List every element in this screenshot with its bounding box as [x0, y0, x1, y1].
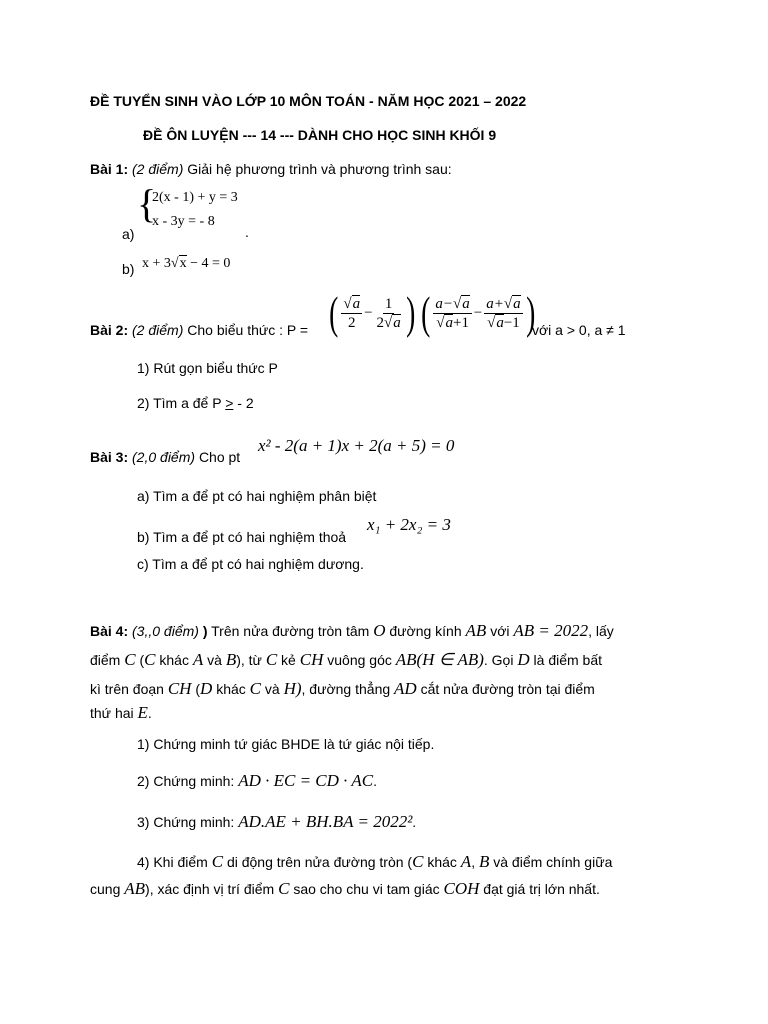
- math-C: C: [124, 650, 136, 669]
- text-segment: (: [139, 652, 145, 668]
- bai2-q2: [137, 395, 254, 411]
- bai4-line4: [90, 703, 152, 723]
- text-segment: .: [147, 705, 152, 721]
- paren-close-1: ): [405, 287, 416, 338]
- bai4-q4-line2: [90, 879, 600, 899]
- math-A: A: [460, 852, 472, 871]
- bai4-q2: [137, 771, 377, 791]
- text-segment: .: [373, 773, 377, 789]
- text-segment: thứ hai: [90, 705, 134, 721]
- bai2-expression: [326, 286, 538, 340]
- bai3-points: (2,0 điểm): [132, 449, 196, 465]
- bai4-q1: 1) Chứng minh tứ giác BHDE là tứ giác nội tiếp.: [137, 736, 435, 752]
- text-segment: ), xác định vị trí điểm: [145, 881, 275, 897]
- text-segment: điểm: [90, 652, 121, 668]
- bai3-qc: c) Tìm a để pt có hai nghiệm dương.: [137, 556, 364, 572]
- text-segment: ,: [471, 854, 476, 870]
- math-AD: AD: [394, 679, 417, 698]
- bai2-label: Bài 2:: [90, 322, 129, 338]
- bai1-points: (2 điểm): [132, 161, 184, 177]
- frac-1-over-2sqrt-a: $\frac{1}{2√a}$: [376, 295, 401, 331]
- bai2-text: Cho biểu thức : P =: [187, 322, 309, 338]
- bai1-b-eq-pre: x + 3: [142, 256, 171, 271]
- math-E: E: [137, 703, 148, 722]
- text-segment: di động trên nửa đường tròn (: [226, 854, 413, 870]
- text-segment: đạt giá trị lớn nhất.: [483, 881, 600, 897]
- math-C: C: [265, 650, 278, 669]
- bai1-b-eq-radicand: x: [179, 256, 187, 271]
- bai4-q4-line1: [137, 852, 612, 872]
- frac-a-plus: $\frac{a+√a}{√a-1}$: [486, 295, 521, 331]
- bai3-text: Cho pt: [198, 449, 241, 465]
- text-segment: khác: [216, 681, 246, 697]
- text-segment: , lấy: [588, 623, 614, 639]
- bai1-b-label: b): [122, 261, 135, 277]
- bai2-q1: 1) Rút gọn biểu thức P: [137, 360, 278, 376]
- math-CH: CH: [299, 650, 324, 669]
- paren-open-2: (: [421, 287, 431, 338]
- math-D: D: [200, 679, 213, 698]
- bai1-b-eq-post: − 4 = 0: [186, 256, 231, 271]
- text-segment: với: [490, 623, 510, 639]
- bai2-q2-ge: >: [225, 395, 234, 411]
- bai4-line3: [90, 679, 595, 699]
- bai3-heading: [90, 449, 240, 465]
- system-brace: {: [137, 181, 157, 226]
- math-A: A: [192, 650, 204, 669]
- text-segment: 2) Chứng minh:: [137, 773, 235, 789]
- math-AB: AB: [124, 879, 146, 898]
- bai2-heading: [90, 322, 308, 338]
- bai4-q3: [137, 812, 416, 832]
- text-segment: cắt nửa đường tròn tại điểm: [420, 681, 595, 697]
- bai2-condition: với a > 0, a ≠ 1: [532, 322, 626, 338]
- math-B: B: [225, 650, 237, 669]
- text-segment: khác: [427, 854, 457, 870]
- text-segment: sao cho chu vi tam giác: [293, 881, 440, 897]
- text-segment: đường kính: [389, 623, 462, 639]
- text-segment: kẻ: [281, 652, 296, 668]
- paren-close-2: ): [525, 287, 535, 338]
- bai4-paren: ): [202, 623, 208, 639]
- math-AB-H: AB(H ∈ AB): [395, 650, 484, 669]
- document-subtitle: ĐỀ ÔN LUYỆN --- 14 --- DÀNH CHO HỌC SINH KHỐI 9: [143, 127, 497, 143]
- math-C: C: [412, 852, 424, 871]
- bai4-line2: [90, 650, 602, 670]
- text-segment: ), từ: [236, 652, 262, 668]
- document-title: ĐỀ TUYỂN SINH VÀO LỚP 10 MÔN TOÁN - NĂM HỌC 2021 – 2022: [90, 93, 527, 109]
- math-B: B: [478, 852, 490, 871]
- math-D: D: [517, 650, 530, 669]
- sqrt-sign: √: [170, 256, 179, 271]
- text-segment: (: [195, 681, 201, 697]
- text-segment: vuông góc: [327, 652, 392, 668]
- math-CH: CH: [167, 679, 192, 698]
- bai2-points: (2 điểm): [132, 322, 184, 338]
- bai2-q2-pre: 2) Tìm a để P: [137, 395, 226, 411]
- text-segment: và: [207, 652, 222, 668]
- text-segment: là điểm bất: [533, 652, 603, 668]
- bai3-label: Bài 3:: [90, 449, 129, 465]
- text-segment: cung: [90, 881, 121, 897]
- bai1-text: Giải hệ phương trình và phương trình sau:: [187, 161, 452, 177]
- bai1-label: Bài 1:: [90, 161, 129, 177]
- text-segment: Trên nửa đường tròn tâm: [211, 623, 370, 639]
- math-O: O: [373, 621, 386, 640]
- minus-sign-2: −: [473, 304, 483, 321]
- system-eq2: x - 3y = - 8: [152, 214, 215, 229]
- text-segment: khác: [159, 652, 189, 668]
- bai1-a-tail: .: [245, 224, 249, 240]
- text-segment: , đường thẳng: [301, 681, 391, 697]
- bai3-qb: b) Tìm a để pt có hai nghiệm thoả: [137, 529, 347, 545]
- bai4-points: (3,,0 điểm): [132, 623, 199, 639]
- minus-sign: −: [364, 304, 373, 321]
- paren-open-1: (: [329, 287, 339, 338]
- bai1-b-equation: [142, 256, 230, 272]
- text-segment: kì trên đoạn: [90, 681, 164, 697]
- bai3-qa: a) Tìm a để pt có hai nghiệm phân biệt: [137, 488, 377, 504]
- math-C: C: [211, 852, 224, 871]
- math-AB-2022: AB = 2022: [513, 621, 589, 640]
- frac-sqrt-a-over-2: $\frac{√a}{2}$: [343, 295, 361, 331]
- math-H: H): [283, 679, 302, 698]
- text-segment: 3) Chứng minh:: [137, 814, 235, 830]
- math-C: C: [144, 650, 156, 669]
- math-q2-eq: AD · EC = CD · AC: [238, 771, 374, 790]
- bai1-a-label: a): [122, 226, 135, 242]
- bai2-q2-post: - 2: [233, 395, 254, 411]
- text-segment: 4) Khi điểm: [137, 854, 208, 870]
- bai4-line1: [90, 621, 614, 641]
- bai3-qb-equation: x₁ + 2x₂ = 3: [367, 515, 451, 534]
- text-segment: và: [264, 681, 280, 697]
- math-q3-eq: AD.AE + BH.BA = 2022²: [238, 812, 413, 831]
- text-segment: . Gọi: [483, 652, 514, 668]
- text-segment: .: [412, 814, 417, 830]
- bai3-equation: x² - 2(a + 1)x + 2(a + 5) = 0: [258, 436, 455, 455]
- math-C: C: [249, 679, 261, 698]
- text-segment: và điểm chính giữa: [493, 854, 613, 870]
- math-C: C: [278, 879, 290, 898]
- bai1-heading: [90, 161, 452, 177]
- bai4-label: Bài 4:: [90, 623, 129, 639]
- math-COH: COH: [443, 879, 480, 898]
- system-eq1: 2(x - 1) + y = 3: [152, 190, 238, 205]
- frac-a-minus: $\frac{a-√a}{√a+1}$: [435, 295, 470, 331]
- math-AB: AB: [465, 621, 487, 640]
